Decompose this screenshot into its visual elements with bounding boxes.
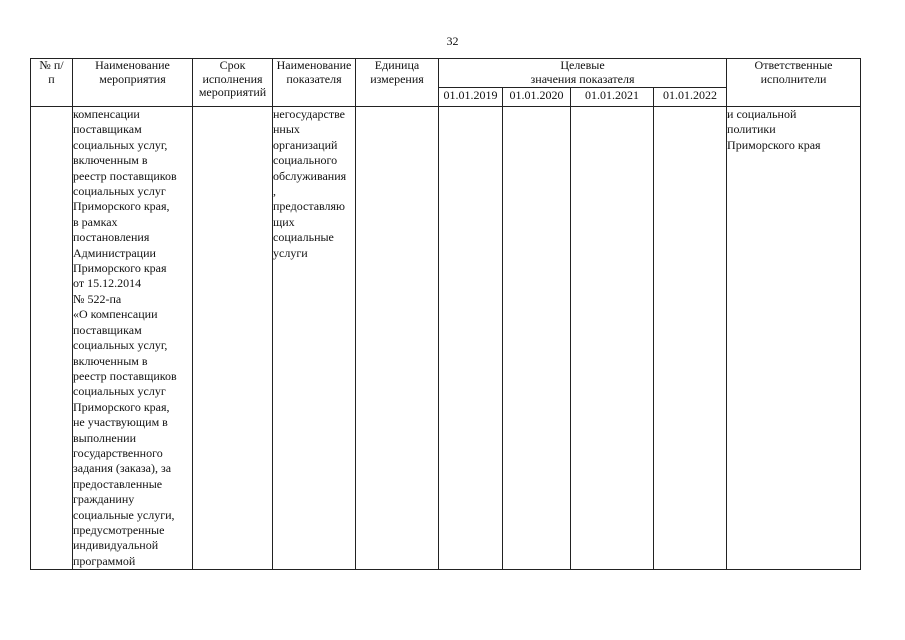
cell-value-2022 <box>654 107 727 570</box>
header-event-name: Наименование мероприятия <box>73 59 193 107</box>
header-deadline: Срок исполнения мероприятий <box>193 59 273 107</box>
cell-num <box>31 107 73 570</box>
cell-value-2020 <box>503 107 571 570</box>
header-year-2021: 01.01.2021 <box>571 88 654 107</box>
header-row <box>31 59 861 88</box>
measures-table <box>30 58 861 570</box>
header-responsible: Ответственные исполнители <box>727 59 861 107</box>
header-unit: Единица измерения <box>356 59 439 107</box>
cell-unit <box>356 107 439 570</box>
table-row <box>31 107 861 570</box>
page-number: 32 <box>446 34 459 48</box>
cell-responsible: и социальной политики Приморского края <box>727 107 861 570</box>
header-year-2020: 01.01.2020 <box>503 88 571 107</box>
header-num: № п/ п <box>31 59 73 107</box>
cell-indicator-name: негосударстве нных организаций социального обслуживания , предоставляю щих социальные услуги <box>273 107 356 570</box>
header-year-2019: 01.01.2019 <box>439 88 503 107</box>
header-year-2022: 01.01.2022 <box>654 88 727 107</box>
cell-value-2021 <box>571 107 654 570</box>
cell-value-2019 <box>439 107 503 570</box>
cell-event-name: компенсации поставщикам социальных услуг, включенным в реестр поставщиков социальных услуг Приморского края, в рамках постановления Администрации Приморского края от 15.12.2014 № 522-па «О компенсации поставщикам социальных услуг, включенным в реестр поставщиков социальных услуг Приморского края, не участвующим в выполнении государственного задания (заказа), за предоставленные гражданину социальные услуги, предусмотренные индивидуальной программой <box>73 107 193 570</box>
header-indicator-name: Наименование показателя <box>273 59 356 107</box>
cell-deadline <box>193 107 273 570</box>
header-target-values: Целевые значения показателя <box>439 59 727 88</box>
